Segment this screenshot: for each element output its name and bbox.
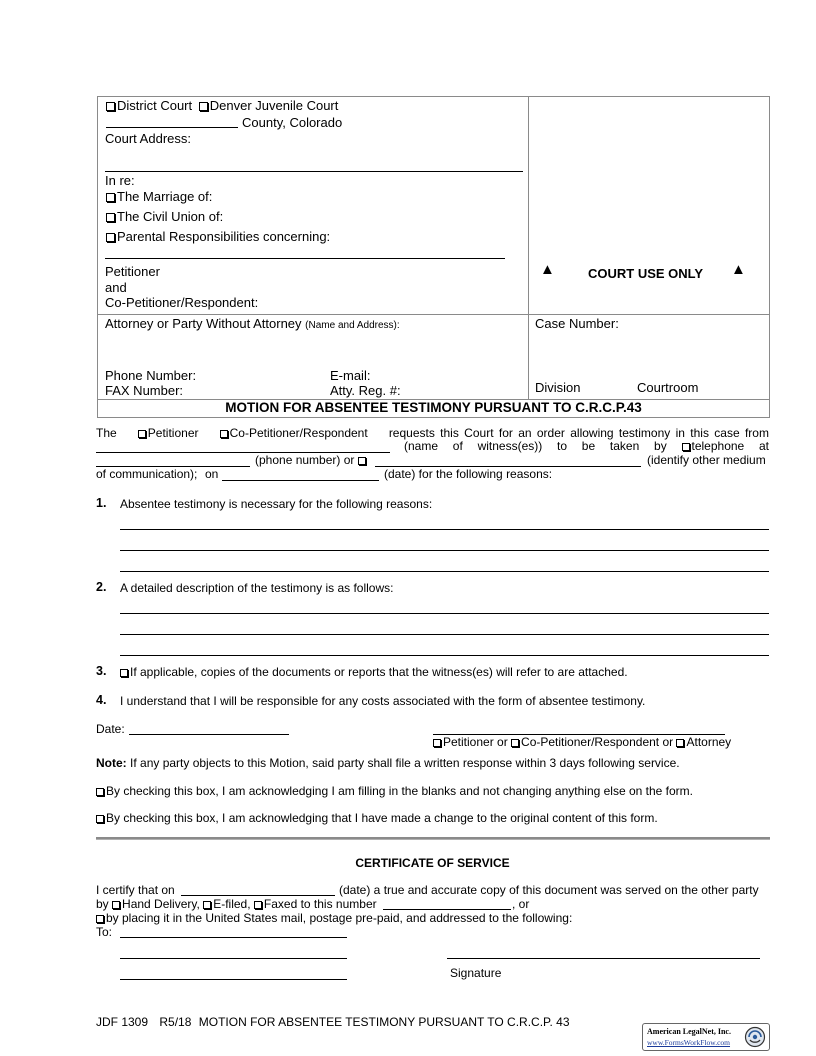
courtroom-label: Courtroom — [637, 380, 699, 395]
telephone-checkbox[interactable] — [682, 443, 690, 451]
service-date-blank[interactable] — [181, 895, 335, 896]
acknowledge-row-1 — [96, 784, 693, 798]
item-4-number: 4. — [96, 693, 107, 707]
logo-url: www.FormsWorkFlow.com — [647, 1038, 731, 1047]
signature-label: Signature — [450, 966, 502, 980]
court-select-row — [106, 98, 338, 113]
address-line-2[interactable] — [120, 958, 347, 959]
item-1-line-2[interactable] — [120, 550, 769, 551]
item-2-number: 2. — [96, 580, 107, 594]
form-title: MOTION FOR ABSENTEE TESTIMONY PURSUANT TO C.R.C.P.43 — [225, 400, 642, 415]
item-1-number: 1. — [96, 496, 107, 510]
service-method-row: by Hand Delivery, E-filed, Faxed to this number — [96, 897, 377, 911]
certify-on-label: I certify that on — [96, 883, 175, 897]
civil-union-checkbox[interactable] — [106, 213, 115, 222]
item-2-line-1[interactable] — [120, 613, 769, 614]
intro-petitioner-checkbox[interactable] — [138, 430, 146, 438]
case-number-label: Case Number: — [535, 316, 619, 331]
item-1-line-1[interactable] — [120, 529, 769, 530]
parental-label: Parental Responsibilities concerning: — [117, 229, 331, 244]
mail-checkbox[interactable] — [96, 915, 104, 923]
date-reasons-label: (date) for the following reasons: — [384, 467, 553, 481]
address-line-3[interactable] — [120, 979, 347, 980]
attorney-small-label: (Name and Address): — [305, 320, 400, 331]
marriage-label: The Marriage of: — [117, 189, 213, 204]
certify-date-text: (date) a true and accurate copy of this document was served on the other party — [339, 883, 759, 897]
faxed-checkbox[interactable] — [254, 901, 262, 909]
fax-number-blank[interactable] — [383, 909, 511, 910]
county-label: County, Colorado — [242, 115, 343, 130]
caption-divider-vertical — [528, 96, 529, 399]
item-2-text: A detailed description of the testimony is as follows: — [120, 581, 394, 595]
caption-divider-1 — [97, 314, 770, 315]
petitioner-label: Petitioner — [105, 264, 160, 279]
item-3-row — [120, 665, 628, 679]
parental-row — [106, 229, 330, 244]
certificate-title: CERTIFICATE OF SERVICE — [355, 856, 510, 870]
item-3-text: If applicable, copies of the documents or reports that the witness(es) will refer to are attached. — [130, 665, 628, 679]
address-line-1[interactable] — [120, 937, 347, 938]
county-blank[interactable] — [106, 127, 238, 128]
acknowledge-2-text: By checking this box, I am acknowledging that I have made a change to the original content of this form. — [106, 811, 658, 825]
filer-attorney-checkbox[interactable] — [676, 739, 684, 747]
phone-or-label: (phone number) or — [255, 453, 368, 467]
filer-copet-checkbox[interactable] — [511, 739, 519, 747]
date-label: Date: — [96, 722, 125, 736]
copetitioner-label: Co-Petitioner/Respondent: — [105, 295, 259, 310]
intro-line-1: The Petitioner Co-Petitioner/Respondent requests this Court for an order allowing testimony in this case from — [96, 426, 769, 440]
item-2-line-3[interactable] — [120, 655, 769, 656]
footer-revision: R5/18 — [159, 1015, 192, 1029]
efiled-checkbox[interactable] — [203, 901, 211, 909]
or-label: , or — [512, 897, 530, 911]
item-3-number: 3. — [96, 664, 107, 678]
court-use-only-label: COURT USE ONLY — [588, 266, 704, 281]
juvenile-court-label: Denver Juvenile Court — [209, 98, 339, 113]
acknowledge-1-text: By checking this box, I am acknowledging I am filling in the blanks and not changing anything else on the form. — [106, 784, 694, 798]
and-label: and — [105, 280, 127, 295]
section-separator — [96, 837, 770, 840]
to-label: To: — [96, 925, 113, 939]
filer-petitioner-checkbox[interactable] — [433, 739, 441, 747]
email-label: E-mail: — [330, 368, 371, 383]
signature-date-blank[interactable] — [129, 734, 289, 735]
acknowledge-2-checkbox[interactable] — [96, 815, 104, 823]
item-2-line-2[interactable] — [120, 634, 769, 635]
note-label: Note: — [96, 756, 127, 770]
note-text: If any party objects to this Motion, said party shall file a written response within 3 days following service. — [130, 756, 680, 770]
marriage-row — [106, 189, 212, 204]
footer-title: MOTION FOR ABSENTEE TESTIMONY PURSUANT TO C.R.C.P. 43 — [198, 1015, 570, 1029]
acknowledge-row-2 — [96, 811, 658, 825]
item-1-line-3[interactable] — [120, 571, 769, 572]
division-label: Division — [535, 380, 581, 395]
identify-label: (identify other medium — [647, 453, 766, 467]
parental-checkbox[interactable] — [106, 233, 115, 242]
triangle-right-icon: ▲ — [731, 261, 746, 278]
note-row — [96, 756, 680, 770]
phone-label: Phone Number: — [105, 368, 197, 383]
globe-icon — [744, 1026, 766, 1048]
of-comm-label: of communication); — [96, 467, 198, 481]
civil-union-label: The Civil Union of: — [117, 209, 224, 224]
marriage-checkbox[interactable] — [106, 193, 115, 202]
footer-row — [96, 1015, 570, 1029]
atty-reg-label: Atty. Reg. #: — [330, 383, 401, 398]
other-medium-checkbox[interactable] — [358, 457, 366, 465]
intro-line-2: (name of witness(es)) to be taken by telephone at — [404, 439, 769, 453]
attorney-label: Attorney or Party Without Attorney (Name and Address): — [105, 316, 400, 331]
caption-box — [97, 96, 770, 418]
district-court-label: District Court — [117, 98, 193, 113]
juvenile-court-checkbox[interactable] — [199, 102, 208, 111]
footer-form-id: JDF 1309 — [96, 1015, 149, 1029]
triangle-left-icon: ▲ — [540, 261, 555, 278]
legalnet-logo — [642, 1023, 770, 1051]
acknowledge-1-checkbox[interactable] — [96, 788, 104, 796]
item-1-text: Absentee testimony is necessary for the following reasons: — [120, 497, 433, 511]
item-3-checkbox[interactable] — [120, 669, 128, 677]
on-label: on — [205, 467, 219, 481]
filer-role-row: Petitioner or Co-Petitioner/Respondent or Attorney — [433, 735, 731, 749]
service-signature-line[interactable] — [447, 958, 760, 959]
court-address-label: Court Address: — [105, 131, 191, 146]
date-blank[interactable] — [222, 480, 379, 481]
hand-delivery-checkbox[interactable] — [112, 901, 120, 909]
logo-name: American LegalNet, Inc. — [647, 1027, 731, 1036]
parties-line[interactable] — [105, 258, 505, 259]
intro-copet-checkbox[interactable] — [220, 430, 228, 438]
in-re-label: In re: — [105, 173, 135, 188]
civil-union-row — [106, 209, 223, 224]
fax-label: FAX Number: — [105, 383, 184, 398]
mail-row: by placing it in the United States mail, postage pre-paid, and addressed to the following: — [96, 911, 572, 925]
court-address-line[interactable] — [105, 171, 523, 172]
item-4-text: I understand that I will be responsible for any costs associated with the form of absentee testimony. — [120, 694, 646, 708]
district-court-checkbox[interactable] — [106, 102, 115, 111]
